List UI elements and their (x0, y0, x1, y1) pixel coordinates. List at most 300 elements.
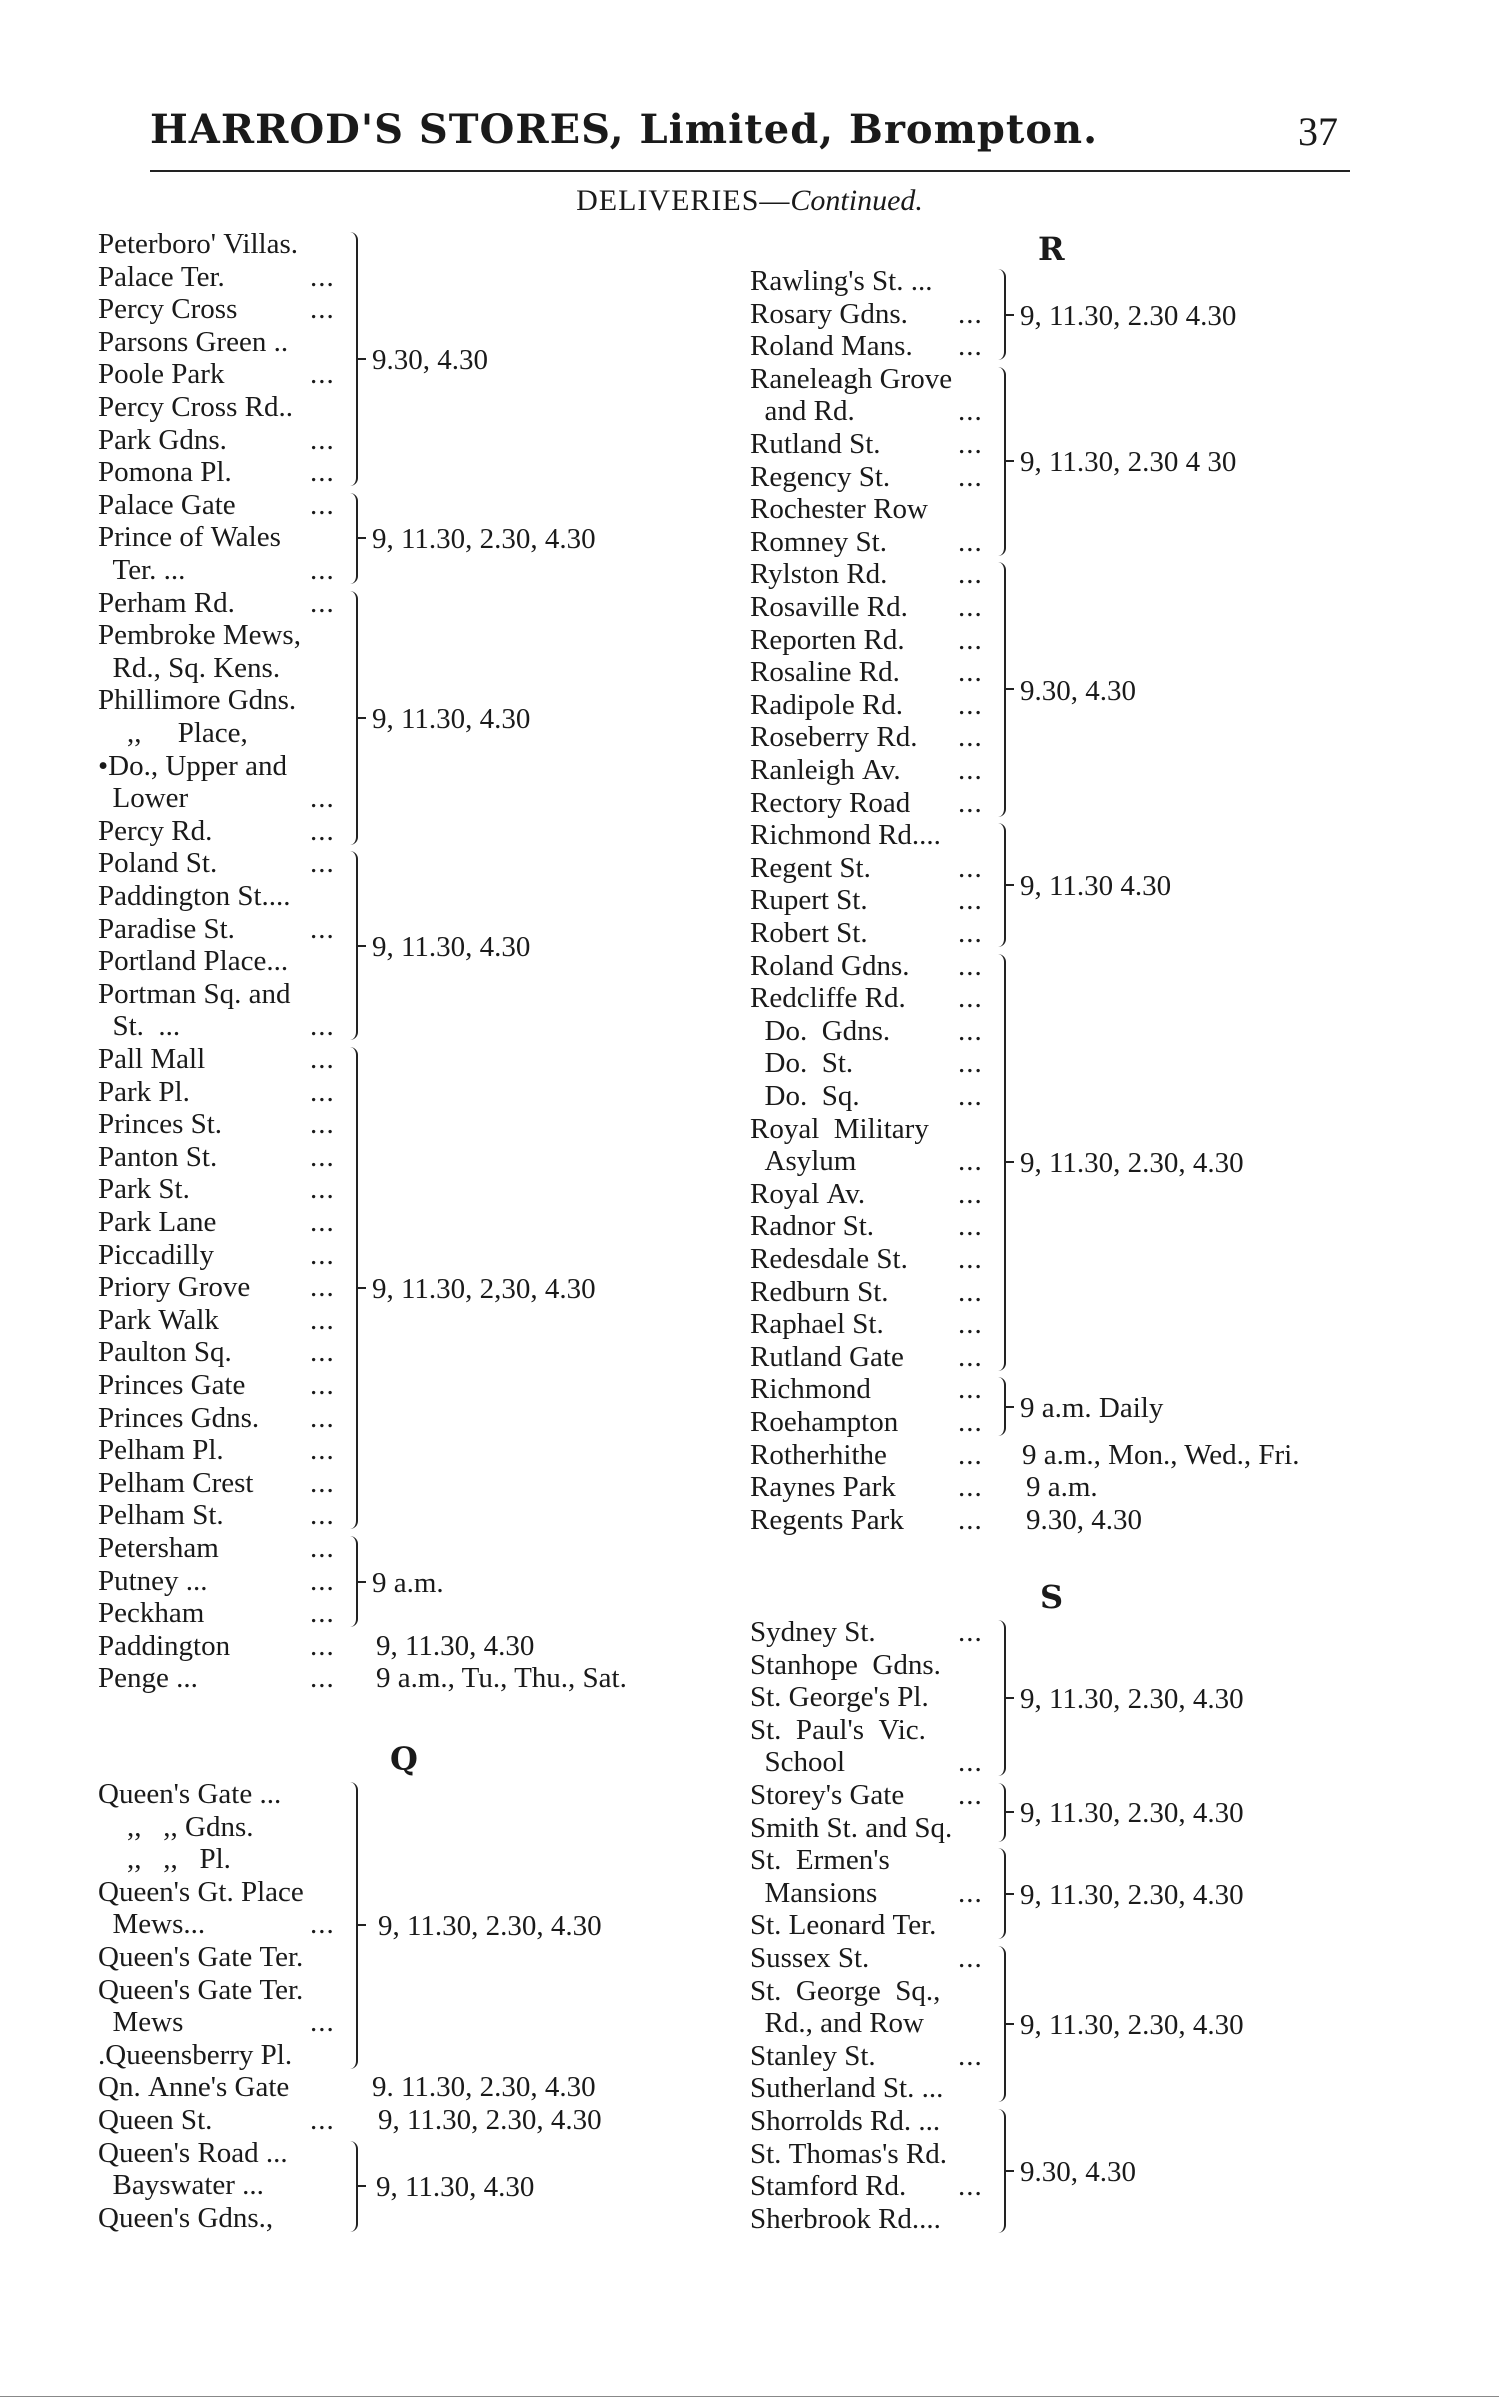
list-item (750, 656, 983, 689)
leader-dots: ... (958, 1210, 983, 1243)
street-name: .Queensberry Pl. (98, 2038, 293, 2071)
street-name: Royal Military (750, 1112, 929, 1145)
page-number: 37 (1298, 109, 1338, 154)
street-name: Bayswater ... (98, 2169, 264, 2202)
street-name: Paddington (98, 1629, 231, 1662)
grouping-brace (350, 1536, 358, 1627)
list-item (98, 554, 335, 586)
delivery-times: 9, 11.30, 2.30, 4.30 (1020, 2009, 1244, 2042)
street-name: Pembroke Mews, (98, 619, 301, 652)
list-item (750, 1471, 983, 1504)
list-item (750, 851, 983, 884)
list-item (98, 717, 248, 749)
street-name: Pelham St. (98, 1499, 224, 1532)
leader-dots: ... (958, 754, 983, 786)
street-name: Sussex St. (750, 1942, 870, 1974)
delivery-times: 9. 11.30, 2.30, 4.30 (372, 2071, 596, 2104)
list-item (98, 1140, 335, 1173)
leader-dots: ... (310, 586, 335, 619)
grouping-brace (350, 591, 358, 845)
list-item (750, 819, 941, 851)
grouping-brace (998, 1377, 1006, 1436)
street-name: Park Gdns. (98, 423, 227, 456)
leader-dots: ... (958, 558, 983, 591)
street-name: Asylum (750, 1145, 857, 1178)
list-item (750, 1275, 983, 1308)
list-item (750, 2203, 941, 2235)
street-name: Percy Cross (98, 293, 238, 326)
list-item (98, 1466, 335, 1499)
list-item (98, 1043, 335, 1075)
list-item (750, 1210, 983, 1243)
street-name: Lower (98, 782, 189, 815)
leader-dots: ... (310, 1499, 335, 1532)
leader-dots: ... (958, 428, 983, 460)
delivery-times: 9, 11.30, 2.30, 4.30 (1020, 1147, 1244, 1180)
leader-dots: ... (958, 591, 983, 623)
list-item (750, 786, 983, 819)
leader-dots: ... (958, 917, 983, 949)
street-name: Rosaline Rd. (750, 656, 900, 689)
grouping-brace (350, 2141, 358, 2232)
street-name: St. George's Pl. (750, 1681, 929, 1714)
street-name: Queen's Road ... (98, 2136, 288, 2169)
leader-dots: ... (310, 1140, 335, 1173)
grouping-brace (350, 232, 358, 486)
list-item (98, 2169, 264, 2201)
delivery-times: 9.30, 4.30 (1020, 2155, 1136, 2188)
street-name: Portland Place... (98, 945, 289, 978)
leader-dots: ... (958, 395, 983, 428)
list-item (98, 1908, 335, 1941)
street-name: Queen's Gate Ter. (98, 1973, 304, 2006)
street-name: ,, ,, Gdns. (98, 1810, 254, 1843)
list-item (750, 395, 983, 428)
delivery-times: 9, 11.30, 2.30 4.30 (1020, 299, 1237, 332)
section-subtitle (0, 184, 1499, 218)
street-name: ,, ,, Pl. (98, 1843, 231, 1876)
delivery-times: 9, 11.30, 2.30, 4.30 (372, 523, 596, 556)
list-item (750, 1406, 983, 1438)
list-item (98, 1876, 304, 1908)
list-item (98, 2071, 289, 2103)
street-name: •Do., Upper and (98, 749, 287, 782)
list-item (750, 1373, 983, 1406)
list-item (750, 1047, 983, 1080)
list-item (750, 982, 983, 1015)
street-name: Do. Sq. (750, 1080, 860, 1112)
list-item (98, 1778, 281, 1810)
leader-dots: ... (958, 1406, 983, 1438)
list-item (98, 423, 335, 456)
delivery-times: 9, 11.30, 2.30, 4.30 (1020, 1797, 1244, 1830)
street-name: Park Lane (98, 1206, 217, 1238)
list-item (98, 1206, 335, 1238)
leader-dots: ... (310, 358, 335, 391)
street-name: Redesdale St. (750, 1243, 908, 1275)
leader-dots: ... (310, 1075, 335, 1108)
street-name: Rylston Rd. (750, 558, 888, 591)
list-item (98, 1532, 335, 1564)
list-item (98, 1303, 335, 1336)
list-item (98, 1629, 335, 1662)
leader-dots: ... (310, 912, 335, 945)
list-item (750, 2170, 983, 2203)
list-item (98, 1597, 335, 1630)
street-name: Paddington St.... (98, 880, 291, 912)
list-item (750, 1681, 929, 1713)
list-item (750, 1876, 983, 1909)
leader-dots: ... (958, 982, 983, 1015)
leader-dots: ... (958, 1308, 983, 1341)
list-item (750, 1340, 983, 1373)
leader-dots: ... (958, 1014, 983, 1047)
street-name: Princes Gate (98, 1369, 246, 1401)
leader-dots: ... (958, 884, 983, 917)
grouping-brace (998, 1620, 1006, 1776)
list-item (750, 1438, 983, 1471)
leader-dots: ... (958, 1080, 983, 1112)
grouping-brace (350, 1047, 358, 1529)
list-item (98, 1238, 335, 1271)
street-name: Regency St. (750, 460, 891, 493)
delivery-times: 9 a.m. Daily (1020, 1391, 1164, 1424)
street-name: Panton St. (98, 1140, 218, 1173)
leader-dots: ... (310, 293, 335, 326)
leader-dots: ... (958, 1503, 983, 1536)
leader-dots: ... (310, 1908, 335, 1941)
leader-dots: ... (310, 1108, 335, 1141)
grouping-brace (350, 493, 358, 584)
leader-dots: ... (310, 1466, 335, 1499)
list-item (750, 1308, 983, 1341)
delivery-times: 9, 11.30, 4.30 (376, 1629, 535, 1662)
street-name: Pelham Crest (98, 1466, 254, 1499)
street-name: Poole Park (98, 358, 225, 391)
street-name: St. ... (98, 1010, 181, 1043)
street-name: Paulton Sq. (98, 1336, 232, 1369)
leader-dots: ... (310, 1662, 335, 1695)
leader-dots: ... (958, 460, 983, 493)
grouping-brace (998, 823, 1006, 947)
list-item (750, 1812, 952, 1844)
street-name: Princes St. (98, 1108, 223, 1141)
street-name: Reporten Rd. (750, 623, 905, 656)
list-item (98, 1075, 335, 1108)
street-name: Peterboro' Villas. (98, 228, 298, 260)
leader-dots: ... (958, 1942, 983, 1974)
list-item (750, 884, 983, 917)
street-name: Percy Rd. (98, 814, 213, 847)
list-item (750, 2007, 924, 2039)
bottom-edge-line (0, 2396, 1499, 2397)
street-name: Stanhope Gdns. (750, 1648, 941, 1681)
delivery-times: 9, 11.30, 4.30 (376, 2171, 535, 2204)
list-item (98, 684, 296, 716)
list-item (98, 2202, 273, 2234)
street-name: St. Thomas's Rd. (750, 2137, 947, 2170)
delivery-times: 9.30, 4.30 (372, 344, 488, 377)
street-name: Rotherhithe (750, 1438, 887, 1471)
list-item (750, 493, 928, 525)
list-item (98, 1271, 335, 1304)
street-name: Peckham (98, 1597, 205, 1630)
street-name: Portman Sq. and (98, 977, 291, 1010)
street-name: Storey's Gate (750, 1779, 905, 1811)
header-rule (150, 170, 1350, 172)
leader-dots: ... (310, 1303, 335, 1336)
street-name: and Rd. (750, 395, 855, 428)
list-item (750, 1844, 890, 1876)
street-name: Park Pl. (98, 1075, 190, 1108)
street-name: Raneleagh Grove (750, 362, 953, 395)
street-name: Palace Gate (98, 488, 236, 521)
leader-dots: ... (958, 949, 983, 982)
list-item (750, 460, 983, 493)
leader-dots: ... (310, 260, 335, 293)
leader-dots: ... (958, 1145, 983, 1178)
delivery-times: 9 a.m. (372, 1566, 444, 1599)
list-item (98, 456, 335, 489)
street-name: Regents Park (750, 1503, 904, 1536)
list-item (750, 1779, 983, 1811)
street-name: Regent St. (750, 851, 871, 884)
street-name: Raynes Park (750, 1471, 896, 1504)
list-item (750, 297, 983, 330)
street-name: Redcliffe Rd. (750, 982, 906, 1015)
list-item (98, 2039, 292, 2071)
delivery-times: 9, 11.30, 2.30, 4.30 (1020, 1683, 1244, 1716)
street-name: Rd., Sq. Kens. (98, 651, 281, 684)
leader-dots: ... (958, 1746, 983, 1779)
list-item (750, 1909, 936, 1941)
list-item (750, 949, 983, 982)
street-name: Queen's Gate ... (98, 1778, 282, 1810)
street-name: Pall Mall (98, 1043, 206, 1075)
list-item (750, 1942, 983, 1974)
grouping-brace (998, 1848, 1006, 1939)
street-name: Roland Mans. (750, 330, 913, 363)
list-item (750, 2105, 940, 2137)
subtitle-main: DELIVERIES— (576, 184, 791, 217)
grouping-brace (998, 1946, 1006, 2102)
street-name: Rd., and Row (750, 2007, 924, 2040)
street-name: Richmond Rd.... (750, 819, 941, 852)
delivery-times: 9, 11.30, 4.30 (372, 930, 531, 963)
street-name: Robert St. (750, 917, 868, 949)
street-name: Putney ... (98, 1564, 208, 1597)
list-item (750, 1649, 941, 1681)
list-item (98, 326, 288, 358)
list-item (750, 1113, 929, 1145)
street-name: St. Ermen's (750, 1844, 890, 1877)
street-name: Radipole Rd. (750, 688, 904, 721)
section-letter: Q (390, 1740, 418, 1778)
street-name: Park St. (98, 1173, 190, 1206)
leader-dots: ... (310, 1597, 335, 1630)
street-name: Do. St. (750, 1047, 854, 1080)
list-item (98, 1941, 303, 1973)
list-item (98, 1108, 335, 1141)
list-item (98, 1843, 231, 1875)
list-item (750, 330, 983, 363)
list-item (98, 945, 288, 977)
list-item (750, 525, 983, 558)
street-name: Roehampton (750, 1406, 899, 1438)
list-item (98, 1369, 335, 1401)
street-name: Smith St. and Sq. (750, 1811, 953, 1844)
delivery-times: 9, 11.30, 2.30 4 30 (1020, 446, 1237, 479)
leader-dots: ... (958, 1876, 983, 1909)
delivery-times: 9, 11.30 4.30 (1020, 870, 1172, 903)
list-item (98, 2137, 288, 2169)
street-name: Pomona Pl. (98, 456, 232, 489)
list-item (98, 358, 335, 391)
street-name: Penge ... (98, 1662, 198, 1695)
list-item (750, 688, 983, 721)
list-item (750, 1177, 983, 1210)
list-item (750, 917, 983, 949)
street-name: Ter. ... (98, 554, 186, 586)
grouping-brace (998, 269, 1006, 360)
list-item (98, 619, 301, 651)
list-item (98, 260, 335, 293)
leader-dots: ... (310, 847, 335, 880)
leader-dots: ... (310, 1434, 335, 1467)
leader-dots: ... (958, 1373, 983, 1406)
list-item (98, 1336, 335, 1369)
leader-dots: ... (310, 1043, 335, 1075)
list-item (98, 2104, 335, 2136)
list-item (98, 1010, 335, 1043)
leader-dots: ... (310, 1173, 335, 1206)
street-name: Rawling's St. ... (750, 265, 933, 297)
street-name: Roland Gdns. (750, 949, 910, 982)
leader-dots: ... (310, 1532, 335, 1564)
leader-dots: ... (310, 1564, 335, 1597)
delivery-times: 9, 11.30, 2.30, 4.30 (378, 2104, 602, 2136)
leader-dots: ... (958, 1471, 983, 1504)
list-item (750, 363, 952, 395)
list-item (750, 1714, 926, 1746)
delivery-times: 9.30, 4.30 (1026, 1503, 1142, 1536)
leader-dots: ... (310, 1271, 335, 1304)
list-item (98, 782, 335, 815)
list-item (750, 1014, 983, 1047)
street-name: Percy Cross Rd.. (98, 391, 293, 423)
list-item (98, 1564, 335, 1597)
list-item (98, 1662, 335, 1695)
grouping-brace (350, 1782, 358, 2069)
leader-dots: ... (958, 525, 983, 558)
grouping-brace (998, 2109, 1006, 2233)
leader-dots: ... (958, 2039, 983, 2072)
list-item (98, 1401, 335, 1434)
list-item (98, 1434, 335, 1467)
list-item (750, 558, 983, 591)
list-item (98, 814, 335, 847)
list-item (98, 228, 298, 260)
list-item (750, 1975, 940, 2007)
leader-dots: ... (958, 1779, 983, 1811)
list-item (750, 1243, 983, 1275)
street-name: Ranleigh Av. (750, 754, 901, 786)
street-name: Queen St. (98, 2104, 213, 2136)
list-item (750, 1746, 983, 1779)
list-item (750, 623, 983, 656)
leader-dots: ... (310, 554, 335, 586)
street-name: St. Leonard Ter. (750, 1909, 937, 1942)
street-name: Stamford Rd. (750, 2170, 907, 2203)
delivery-times: 9 a.m. (1026, 1471, 1098, 1504)
grouping-brace (350, 851, 358, 1040)
leader-dots: ... (958, 623, 983, 656)
street-name: St. Paul's Vic. (750, 1713, 926, 1746)
delivery-times: 9, 11.30, 2.30, 4.30 (1020, 1878, 1244, 1911)
street-name: Romney St. (750, 525, 887, 558)
page-header (150, 106, 1350, 154)
subtitle-italic: Continued. (790, 184, 923, 217)
list-item (750, 591, 983, 623)
leader-dots: ... (310, 2006, 335, 2039)
street-name: Mansions (750, 1876, 878, 1909)
list-item (98, 880, 291, 912)
street-name: Radnor St. (750, 1210, 875, 1243)
delivery-times: 9.30, 4.30 (1020, 674, 1136, 707)
delivery-times: 9 a.m., Tu., Thu., Sat. (376, 1662, 627, 1695)
list-item (750, 428, 983, 460)
leader-dots: ... (310, 423, 335, 456)
leader-dots: ... (958, 297, 983, 330)
list-item (750, 265, 932, 297)
street-name: Paradise St. (98, 912, 235, 945)
street-name: School (750, 1746, 846, 1779)
leader-dots: ... (310, 456, 335, 489)
street-name: Priory Grove (98, 1271, 251, 1304)
section-letter: S (1040, 1578, 1064, 1616)
leader-dots: ... (958, 1243, 983, 1275)
street-name: St. George Sq., (750, 1974, 941, 2007)
grouping-brace (998, 1783, 1006, 1842)
grouping-brace (998, 562, 1006, 816)
street-name: Sutherland St. ... (750, 2072, 944, 2105)
list-item (750, 721, 983, 754)
street-name: Qn. Anne's Gate (98, 2071, 290, 2104)
leader-dots: ... (310, 2104, 335, 2136)
street-name: Queen's Gate Ter. (98, 1941, 304, 1973)
leader-dots: ... (958, 1177, 983, 1210)
street-name: Rosaville Rd. (750, 591, 908, 623)
leader-dots: ... (958, 1047, 983, 1080)
leader-dots: ... (310, 1369, 335, 1401)
delivery-times: 9, 11.30, 2,30, 4.30 (372, 1273, 596, 1306)
leader-dots: ... (310, 814, 335, 847)
leader-dots: ... (310, 1206, 335, 1238)
street-name: Park Walk (98, 1303, 219, 1336)
street-name: Pelham Pl. (98, 1434, 224, 1467)
leader-dots: ... (958, 786, 983, 819)
list-item (98, 586, 335, 619)
street-name: Redburn St. (750, 1275, 889, 1308)
grouping-brace (998, 367, 1006, 556)
street-name: Palace Ter. (98, 260, 225, 293)
street-name: Queen's Gt. Place (98, 1875, 304, 1908)
street-name: Mews (98, 2006, 184, 2039)
list-item (750, 1616, 983, 1648)
leader-dots: ... (310, 782, 335, 815)
leader-dots: ... (958, 1438, 983, 1471)
street-name: Rosary Gdns. (750, 297, 908, 330)
